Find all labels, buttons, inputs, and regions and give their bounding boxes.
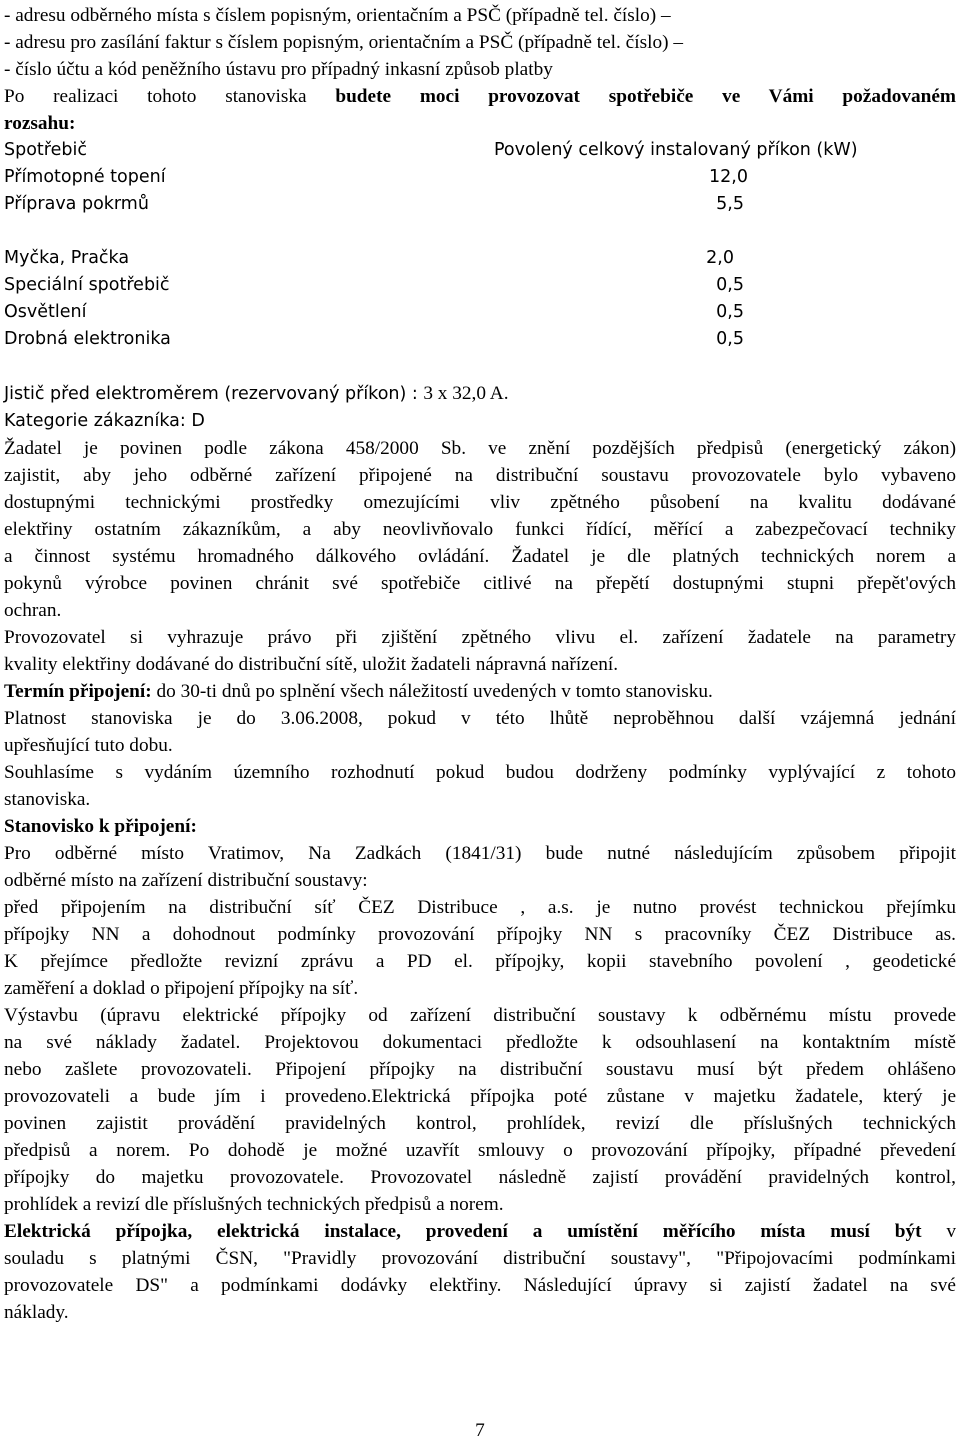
paragraph-vystavba: Výstavbu (úpravu elektrické přípojky od zařízení distribuční soustavy k odběrnému místu provede na své náklady žadatel. Projektovou dokumentaci předložte k odsouhlasení na kontaktním místě nebo zašlete provozovateli. Připojení přípojky na distribuční soustavu musí být předem ohlášeno provozovateli a bude jím i provedeno.Elektrická přípojka poté zůstane v majetku žadatele, který je povinen zajistit provádění pravidelných kontrol, prohlídek, revizí dle příslušných technických předpisů a norem. Po dohodě je možné uzavřít smlouvy o provozování přípojky, případné převedení přípojky do majetku provozovatele. Provozovatel následně zajistí provádění pravidelných kontrol, prohlídek a revizí dle příslušných technických předpisů a norem. [4, 1005, 956, 1215]
table-row: Myčka, Pračka 2,0 [4, 248, 734, 268]
intro-line-2: rozsahu: [4, 113, 76, 134]
bullet-line: - číslo účtu a kód peněžního ústavu pro případný inkasní způsob platby [4, 59, 553, 80]
paragraph-zadatel: Žadatel je povinen podle zákona 458/2000 Sb. ve znění pozdějších předpisů (energetický zákon) zajistit, aby jeho odběrné zařízení připojené na distribuční soustavu provozovatele bylo vybaveno dostupnými technickými prostředky omezujícími vliv zpětného působení na kvalitu dodávané elektřiny ostatním zákazníkům, a aby neovlivňovalo funkci řídící, měřící a zabezpečovací techniky a činnost systému hromadného dálkového ovládání. Žadatel je dle platných technických norem a pokynů výrobce povinen chránit své spotřebiče citlivé na přepětí dostupnými stupni přepět'ových ochran. [4, 438, 956, 621]
page-number: 7 [475, 1420, 485, 1441]
table-row: Osvětlení 0,5 [4, 302, 744, 322]
paragraph-provozovatel: Provozovatel si vyhrazuje právo při zjištění zpětného vlivu el. zařízení žadatele na parametry kvality elektřiny dodávané do distribuční sítě, uložit žadateli nápravná nařízení. [4, 627, 956, 675]
stanovisko-heading: Stanovisko k připojení: [4, 816, 197, 837]
paragraph-final: Elektrická přípojka, elektrická instalace, provedení a umístění měřícího místa musí být v souladu s platnými ČSN, "Pravidly provozování distribuční soustavy", "Připojovacími podmínkami provozovatele DS" a podmínkami dodávky elektřiny. Následující úpravy si zajistí žadatel na své náklady. [4, 1221, 956, 1323]
jistic-line: Jistič před elektroměrem (rezervovaný příkon) : 3 x 32,0 A. [4, 383, 509, 404]
paragraph-souhlas: Souhlasíme s vydáním územního rozhodnutí pokud budou dodrženy podmínky vyplývající z tohoto stanoviska. [4, 762, 956, 810]
bullet-line: - adresu odběrného místa s číslem popisným, orientačním a PSČ (případně tel. číslo) – [4, 5, 671, 26]
table-header: Spotřebič Povolený celkový instalovaný příkon (kW) [4, 140, 858, 160]
paragraph-pripojeni: Pro odběrné místo Vratimov, Na Zadkách (1841/31) bude nutné následujícím způsobem připojit odběrné místo na zařízení distribuční soustavy: před připojením na distribuční síť ČEZ Distribuce , a.s. je nutno provést technickou přejímku přípojky NN a dohodnout podmínky provozování přípojky NN s pracovníky ČEZ Distribuce as. K přejímce předložte revizní zprávu a PD el. přípojky, kopii stavebního povolení , geodetické zaměření a doklad o připojení přípojky na síť. [4, 843, 956, 999]
table-row: Drobná elektronika 0,5 [4, 329, 744, 349]
paragraph-platnost: Platnost stanoviska je do 3.06.2008, pokud v této lhůtě neproběhnou další vzájemná jednání upřesňující tuto dobu. [4, 708, 956, 756]
table-row: Přímotopné topení 12,0 [4, 167, 748, 187]
kategorie-line: Kategorie zákazníka: D [4, 411, 205, 431]
termin-line: Termín připojení: do 30-ti dnů po splnění všech náležitostí uvedených v tomto stanovisku. [4, 681, 713, 702]
intro-line: Po realizaci tohoto stanoviska budete moci provozovat spotřebiče ve Vámi požadovaném [4, 86, 956, 107]
table-row: Příprava pokrmů 5,5 [4, 194, 744, 214]
table-row: Speciální spotřebič 0,5 [4, 275, 744, 295]
document-page [4, 2, 956, 1326]
bullet-line: - adresu pro zasílání faktur s číslem popisným, orientačním a PSČ (případně tel. číslo) – [4, 32, 683, 53]
